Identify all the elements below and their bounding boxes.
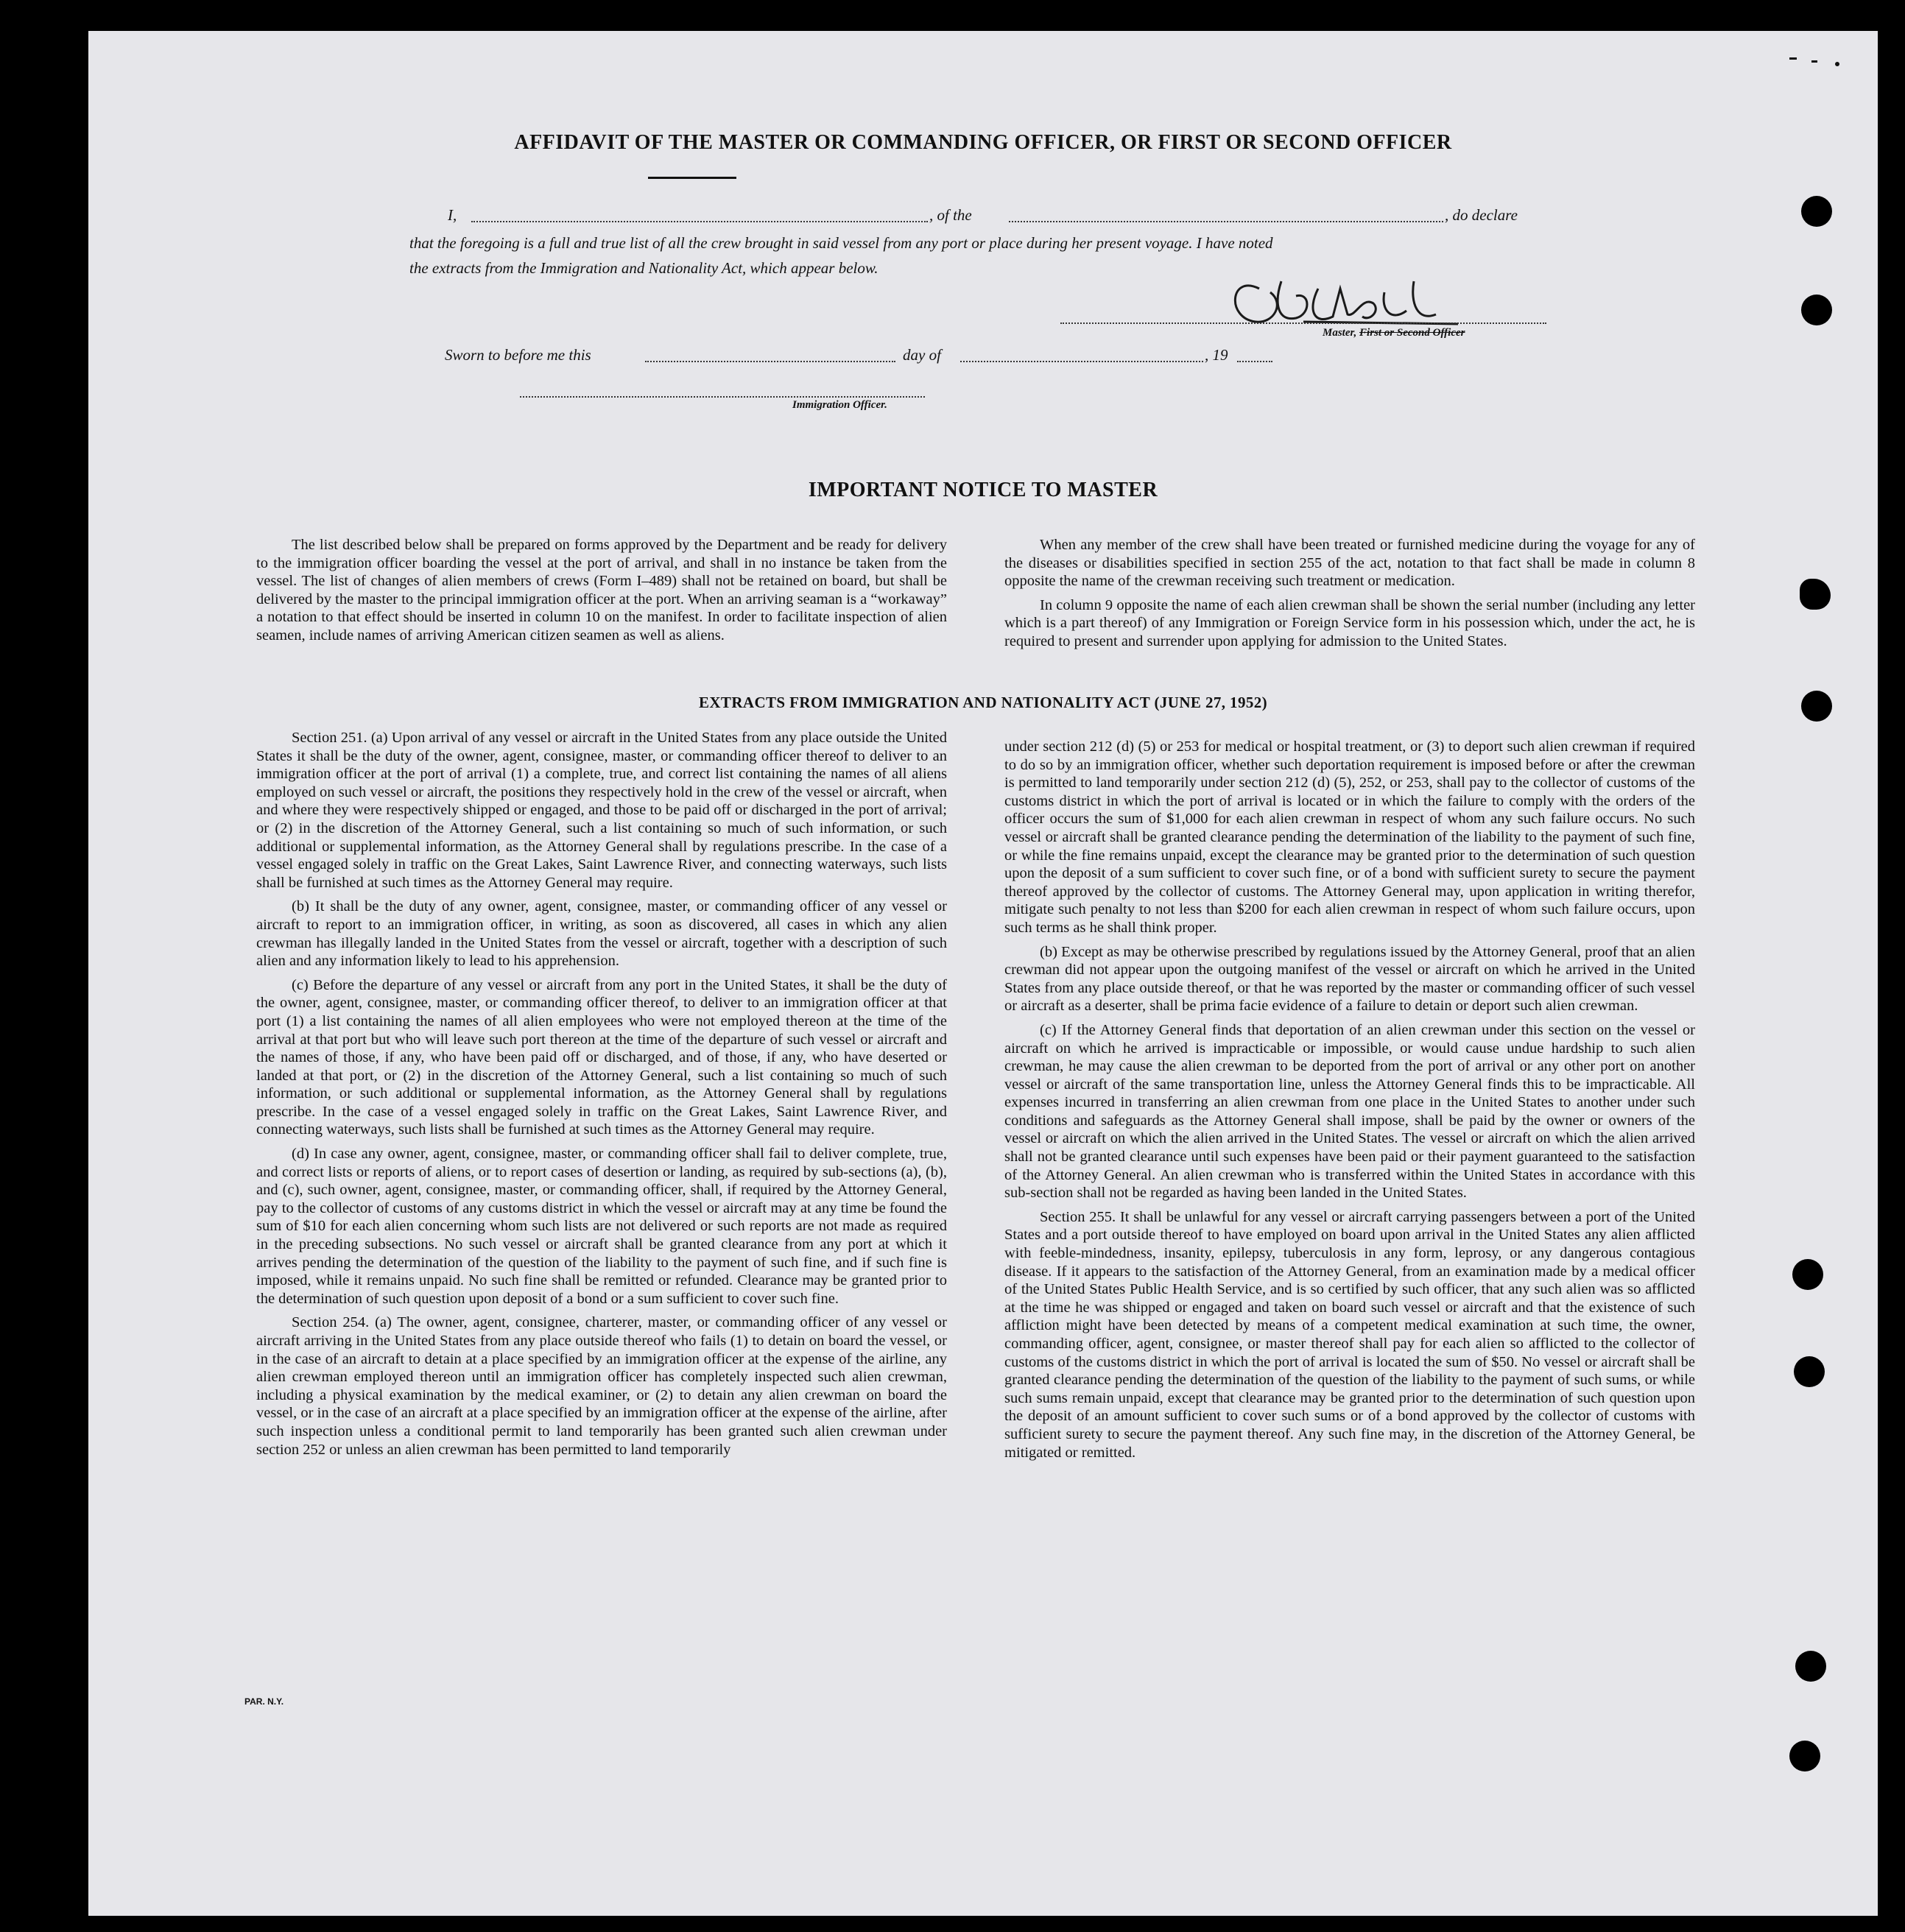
declaration-line1: that the foregoing is a full and true list of all the crew brought in said vessel from any port or place during her present voyage. I have noted bbox=[409, 234, 1273, 252]
binder-hole bbox=[1801, 295, 1832, 325]
i-label: I, bbox=[448, 206, 457, 224]
extracts-right-column bbox=[1004, 738, 1695, 1467]
binder-hole bbox=[1801, 196, 1832, 227]
section-255: Section 255. It shall be unlawful for any vessel or aircraft carrying passengers between a port of the United States and a port outside thereof to have employed on board upon arrival in the United States any alien afflicted with feeble-mindedness, insanity, epilepsy, tuberculosis in any form, leprosy, or any dangerous contagious disease. If it appears to the satisfaction of the Attorney General, from an examination made by a medical officer of the United States Public Health Service, and is so certified by such officer, that any such alien was so afflicted at the time he was shipped or engaged and taken on board such vessel or aircraft and that the existence of such affliction might have been detected by means of a competent medical examination at such time, the owner, commanding officer, agent, consignee, or master thereof shall pay for each alien so afflicted to the collector of customs of the customs district in which the port of arrival is located the sum of $50. No vessel or aircraft shall be granted clearance pending the determination of the question of the liability to the payment of such sums, or while such sums remain unpaid, except that clearance may be granted prior to the determination of such question upon the deposit of an amount sufficient to cover such sums or of a bond approved by the collector of customs with sufficient surety to secure the payment thereof. Any such fine may, in the discretion of the Attorney General, be mitigated or remitted. bbox=[1004, 1208, 1695, 1461]
sworn-day-blank[interactable] bbox=[645, 361, 895, 362]
officer-caption: Immigration Officer. bbox=[792, 399, 887, 411]
declaration-line2: the extracts from the Immigration and Nationality Act, which appear below. bbox=[409, 259, 878, 277]
binder-hole bbox=[1801, 691, 1832, 722]
day-of-label: day of bbox=[903, 346, 941, 364]
binder-hole bbox=[1789, 1741, 1820, 1771]
section-251b: (b) It shall be the duty of any owner, agent, consignee, master, or commanding officer of any vessel or aircraft to report to an immigration officer, in writing, as soon as discovered, all cases in which any alien crewman has illegally landed in the United States from the vessel or aircraft, together with a description of such alien and any information likely to lead to his apprehension. bbox=[256, 898, 947, 970]
affidavit-title: AFFIDAVIT OF THE MASTER OR COMMANDING OFFICER, OR FIRST OR SECOND OFFICER bbox=[514, 131, 1452, 154]
footer-code: PAR. N.Y. bbox=[244, 1696, 284, 1707]
vessel-blank[interactable] bbox=[1009, 221, 1443, 222]
officer-signature-line bbox=[520, 396, 925, 398]
year-label: , 19 bbox=[1205, 346, 1228, 364]
title-underline bbox=[648, 177, 736, 179]
section-251d: (d) In case any owner, agent, consignee, master, or commanding officer shall fail to deliver complete, true, and correct lists or reports of aliens, or to report cases of desertion or landing, as required by sub-sections (a), (b), and (c), such owner, agent, consignee, master, or commanding officer, shall, if required by the Attorney General, pay to the collector of customs of any customs district in which the vessel or aircraft may at any time be found the sum of $10 for each alien concerning whom such lists are not delivered or such reports are not made as required in the preceding subsections. No such vessel or aircraft shall be granted clearance from any port at which it arrives pending the determination of the question of the liability to the payment of such fine, and if such fine is imposed, while it remains unpaid. No such fine shall be remitted or refunded. Clearance may be granted prior to the determination of such question upon deposit of a bond or a sum sufficient to cover such fine. bbox=[256, 1146, 947, 1307]
of-the-label: , of the bbox=[929, 206, 972, 224]
corner-mark bbox=[1789, 57, 1797, 60]
section-254b: (b) Except as may be otherwise prescribed by regulations issued by the Attorney General, proof that an alien crewman did not appear upon the outgoing manifest of the vessel or aircraft on which he arrived in the United States from any place outside thereof, or that he was reported by the master or commanding officer of such vessel or aircraft as a deserter, shall be prima facie evidence of a failure to detain or deport such alien crewman. bbox=[1004, 943, 1695, 1015]
sworn-label: Sworn to before me this bbox=[445, 346, 591, 364]
notice-right-column bbox=[1004, 536, 1695, 657]
caption-master: Master, bbox=[1323, 327, 1357, 339]
extracts-left-column bbox=[256, 729, 947, 1464]
notice-title: IMPORTANT NOTICE TO MASTER bbox=[808, 479, 1158, 501]
form-sheet bbox=[88, 31, 1878, 1916]
year-blank[interactable] bbox=[1237, 361, 1272, 362]
binder-hole bbox=[1800, 579, 1831, 610]
name-blank[interactable] bbox=[471, 221, 928, 222]
caption-struck: First or Second Officer bbox=[1359, 327, 1465, 339]
corner-mark bbox=[1811, 60, 1817, 63]
section-254c: (c) If the Attorney General finds that deportation of an alien crewman under this section on the vessel or aircraft on which he arrived is impracticable or impossible, or would cause undue hardship to such alien crewman, he may cause the alien crewman to be deported from the port of arrival or any other port on another vessel or aircraft of the same transportation line, unless the Attorney General finds this to be impracticable. All expenses incurred in transferring an alien crewman from one place in the United States to another under such conditions and safeguards as the Attorney General shall impose, shall be paid by the owner or owners of the vessel or aircraft on which the alien arrived in the United States. The vessel or aircraft on which the alien arrived shall not be granted clearance until such expenses have been paid or their payment guaranteed to the satisfaction of the Attorney General. An alien crewman who is transferred within the United States in accordance with this sub-section shall not be regarded as having been landed in the United States. bbox=[1004, 1021, 1695, 1202]
do-declare-label: , do declare bbox=[1445, 206, 1518, 224]
section-251a: Section 251. (a) Upon arrival of any vessel or aircraft in the United States from any place outside the United States it shall be the duty of the owner, agent, consignee, master, or commanding officer thereof to deliver to an immigration officer at the port of arrival (1) a complete, true, and correct list containing the names of all aliens employed on such vessel or aircraft, the positions they respectively hold in the crew of the vessel or aircraft, when and where they were respectively shipped or engaged, and those to be paid off or discharged in the port of arrival; or (2) in the discretion of the Attorney General, such a list containing so much of such information, or such additional or supplemental information, as the Attorney General shall by regulations prescribe. In the case of a vessel engaged solely in traffic on the Great Lakes, Saint Lawrence River, and connecting waterways, such lists shall be furnished at such times as the Attorney General may require. bbox=[256, 730, 947, 891]
signature-line bbox=[1060, 322, 1546, 324]
notice-left-column bbox=[256, 536, 947, 651]
sworn-month-blank[interactable] bbox=[960, 361, 1203, 362]
corner-mark bbox=[1835, 62, 1839, 66]
binder-hole bbox=[1795, 1651, 1826, 1682]
signature-caption bbox=[1323, 327, 1465, 339]
binder-hole bbox=[1792, 1259, 1823, 1290]
notice-right-para2: In column 9 opposite the name of each alien crewman shall be shown the serial number (including any letter which is a part thereof) of any Immigration or Foreign Service form in his possession which, under the act, he is required to present and surrender upon applying for admission to the United States. bbox=[1004, 596, 1695, 649]
extracts-title: EXTRACTS FROM IMMIGRATION AND NATIONALITY ACT (JUNE 27, 1952) bbox=[698, 694, 1268, 711]
notice-left-para: The list described below shall be prepared on forms approved by the Department and be ready for delivery to the immigration officer boarding the vessel at the port of arrival, and shall in no instance be taken from the vessel. The list of changes of alien members of crews (Form I–489) shall not be retained on board, but shall be delivered by the master to the principal immigration officer at the port. When an arriving seaman is a “workaway” a notation to that effect should be inserted in column 10 on the manifest. In order to facilitate inspection of alien seamen, include names of arriving American citizen seamen as well as aliens. bbox=[256, 537, 947, 644]
section-251c: (c) Before the departure of any vessel or aircraft from any port in the United States, it shall be the duty of the owner, agent, consignee, master, or commanding officer thereof, to deliver to an immigration officer at that port (1) a list containing the names of all alien employees who were not employed thereon at the time of the arrival at that port but who will leave such port thereon at the time of the departure of such vessel or aircraft and the names of those, if any, who have been paid off or discharged, and of those, if any, who have deserted or landed at that port, or (2) in the discretion of the Attorney General, such a list containing so much of such information, or such additional or supplemental information, as the Attorney General shall by regulations prescribe. In the case of a vessel engaged solely in traffic on the Great Lakes, Saint Lawrence River, and connecting waterways, such lists shall be furnished at such times as the Attorney General may require. bbox=[256, 976, 947, 1138]
section-254a-continued: under section 212 (d) (5) or 253 for medical or hospital treatment, or (3) to deport such alien crewman if required to do so by an immigration officer, whether such deportation requirement is imposed before or after the crewman is permitted to land temporarily under section 212 (d) (5), 252, or 253, shall pay to the collector of customs of the customs district in which the port of arrival is located or in which the failure to comply with the orders of the officer occurs the sum of $1,000 for each alien crewman in respect of whom any such failure occurs. No such vessel or aircraft shall be granted clearance pending the determination of the liability to the payment of such fine, or while the fine remains unpaid, except the clearance may be granted prior to the determination of such question upon the deposit of a sum sufficient to cover such fine, or of a bond with sufficient surety to secure the payment thereof approved by the collector of customs. The Attorney General may, upon application in writing therefor, mitigate such penalty to not less than $200 for each alien crewman in respect of whom such failure occurs, upon such terms as he shall think proper. bbox=[1004, 738, 1695, 936]
notice-right-para1: When any member of the crew shall have been treated or furnished medicine during the voyage for any of the diseases or disabilities specified in section 255 of the act, notation to that fact shall be made in column 8 opposite the name of the crewman receiving such treatment or medication. bbox=[1004, 537, 1695, 590]
section-254a: Section 254. (a) The owner, agent, consignee, charterer, master, or commanding officer of any vessel or aircraft arriving in the United States from any place outside thereof who fails (1) to detain on board the vessel, or in the case of an aircraft to detain at a place specified by an immigration officer at the expense of the airline, any alien crewman employed thereon until an immigration officer has completely inspected such alien crewman, including a physical examination by the medical examiner, or (2) to detain any alien crewman on board the vessel, or in the case of an aircraft at a place specified by an immigration officer at the expense of the airline, after such inspection unless a conditional permit to land temporarily has been granted such alien crewman under section 252 or unless an alien crewman has been permitted to land temporarily bbox=[256, 1314, 947, 1458]
binder-hole bbox=[1794, 1356, 1825, 1387]
